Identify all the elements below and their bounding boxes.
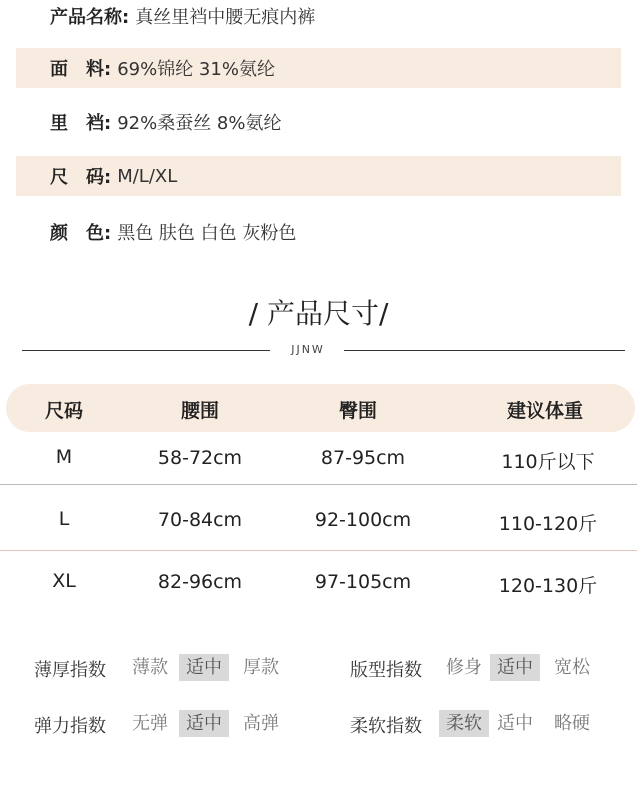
table-cell-hip: 87-95cm bbox=[320, 447, 406, 469]
table-cell-weight: 110-120斤 bbox=[498, 513, 598, 535]
row-divider bbox=[0, 550, 637, 551]
table-cell-waist: 82-96cm bbox=[157, 571, 243, 593]
index-option: 无弹 bbox=[132, 713, 168, 734]
spec-label-product-name: 产品名称: bbox=[50, 7, 130, 28]
spec-label-lining: 里 裆: bbox=[50, 113, 112, 134]
index-option-selected: 适中 bbox=[490, 654, 540, 681]
table-cell-waist: 58-72cm bbox=[157, 447, 243, 469]
table-cell-size: L bbox=[58, 508, 70, 530]
table-header-size: 尺码 bbox=[44, 400, 83, 422]
index-option: 厚款 bbox=[243, 657, 279, 678]
spec-row-color bbox=[16, 212, 621, 252]
table-cell-waist: 70-84cm bbox=[157, 509, 243, 531]
spec-row-product-name bbox=[16, 0, 621, 36]
table-header-waist: 腰围 bbox=[180, 400, 219, 422]
index-label-elasticity: 弹力指数 bbox=[34, 716, 106, 737]
index-option: 宽松 bbox=[554, 657, 590, 678]
spec-value-size: M/L/XL bbox=[117, 165, 178, 187]
brand-mark: JJNW bbox=[291, 343, 325, 356]
spec-label-fabric: 面 料: bbox=[50, 59, 112, 80]
index-option: 高弹 bbox=[243, 713, 279, 734]
spec-value-fabric: 69%锦纶 31%氨纶 bbox=[117, 59, 275, 80]
index-option: 薄款 bbox=[132, 657, 168, 678]
table-cell-hip: 97-105cm bbox=[314, 571, 412, 593]
spec-label-color: 颜 色: bbox=[50, 223, 112, 244]
index-option-selected: 柔软 bbox=[439, 710, 489, 737]
spec-row-fabric bbox=[16, 48, 621, 88]
index-label-thickness: 薄厚指数 bbox=[34, 660, 106, 681]
spec-value-product-name: 真丝里裆中腰无痕内裤 bbox=[135, 7, 316, 28]
index-option-selected: 适中 bbox=[179, 654, 229, 681]
section-title: / 产品尺寸/ bbox=[248, 297, 389, 330]
table-header-hip: 臀围 bbox=[338, 400, 377, 422]
spec-row-size bbox=[16, 156, 621, 196]
spec-value-lining: 92%桑蚕丝 8%氨纶 bbox=[117, 113, 282, 134]
table-cell-weight: 120-130斤 bbox=[498, 575, 598, 597]
table-cell-size: M bbox=[55, 446, 73, 468]
divider-right bbox=[344, 350, 625, 351]
table-cell-weight: 110斤以下 bbox=[501, 451, 595, 473]
table-cell-size: XL bbox=[52, 570, 76, 592]
spec-value-color: 黑色 肤色 白色 灰粉色 bbox=[117, 223, 297, 244]
divider-left bbox=[22, 350, 270, 351]
index-label-fit: 版型指数 bbox=[350, 660, 422, 681]
spec-row-lining bbox=[16, 102, 621, 142]
index-option: 修身 bbox=[446, 657, 482, 678]
table-header-weight: 建议体重 bbox=[506, 400, 583, 422]
index-option: 略硬 bbox=[554, 713, 590, 734]
index-option-selected: 适中 bbox=[179, 710, 229, 737]
table-cell-hip: 92-100cm bbox=[314, 509, 412, 531]
spec-label-size: 尺 码: bbox=[50, 167, 112, 188]
index-label-softness: 柔软指数 bbox=[350, 716, 422, 737]
index-option: 适中 bbox=[497, 713, 533, 734]
row-divider bbox=[0, 484, 637, 485]
